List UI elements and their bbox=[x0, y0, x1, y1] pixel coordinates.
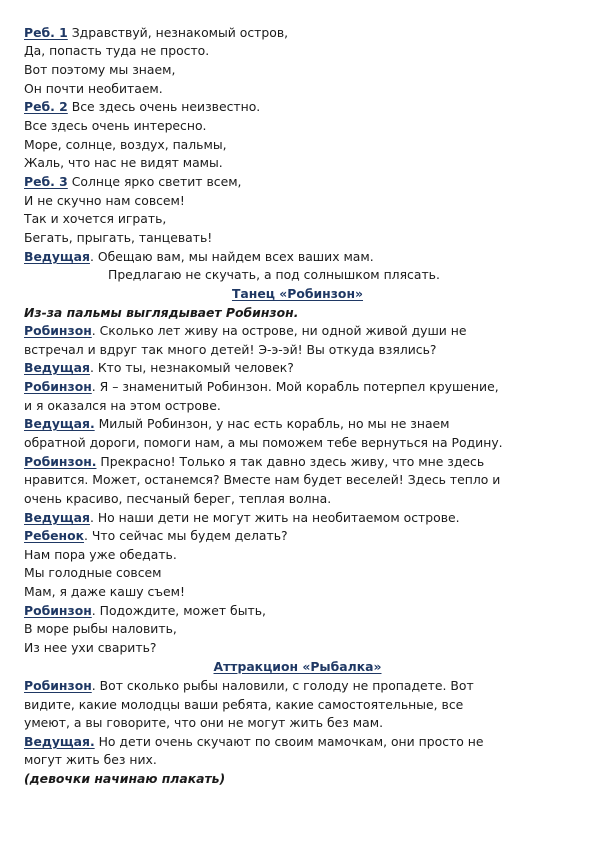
line-text: Так и хочется играть, bbox=[24, 211, 167, 226]
script-line bbox=[24, 546, 575, 564]
line-text: встречал и вдруг так много детей! Э-э-эй! Вы откуда взялись? bbox=[24, 342, 437, 357]
script-line bbox=[24, 602, 575, 620]
line-text: могут жить без них. bbox=[24, 752, 157, 767]
script-line bbox=[24, 677, 575, 695]
line-text: Прекрасно! Только я так давно здесь живу, что мне здесь bbox=[96, 454, 485, 469]
line-text: видите, какие молодцы ваши ребята, какие самостоятельные, все bbox=[24, 697, 464, 712]
stage-direction-text: Из-за пальмы выглядывает Робинзон. bbox=[24, 305, 299, 320]
script-line bbox=[24, 564, 575, 582]
script-line bbox=[24, 639, 575, 657]
line-text: . Я – знаменитый Робинзон. Мой корабль потерпел крушение, bbox=[91, 379, 499, 394]
script-line bbox=[24, 583, 575, 601]
script-line bbox=[24, 751, 575, 769]
stage-direction bbox=[24, 304, 575, 322]
script-line bbox=[24, 378, 575, 396]
line-text: и я оказался на этом острове. bbox=[24, 398, 221, 413]
section-heading bbox=[0, 658, 595, 676]
line-text: . Сколько лет живу на острове, ни одной живой души не bbox=[91, 323, 467, 338]
speaker-label: Робинзон. bbox=[24, 454, 97, 469]
speaker-label: Ведущая bbox=[24, 360, 90, 375]
line-text: . Подождите, может быть, bbox=[91, 603, 266, 618]
script-line bbox=[24, 733, 575, 751]
script-line bbox=[24, 24, 575, 42]
script-line bbox=[24, 620, 575, 638]
line-text: Он почти необитаем. bbox=[24, 81, 163, 96]
speaker-label: Ребенок bbox=[24, 528, 85, 543]
script-line bbox=[24, 173, 575, 191]
speaker-label: Реб. 2 bbox=[24, 99, 68, 114]
script-line bbox=[24, 359, 575, 377]
line-text: В море рыбы наловить, bbox=[24, 621, 177, 636]
line-text: умеют, а вы говорите, что они не могут жить без мам. bbox=[24, 715, 384, 730]
line-text: Все здесь очень неизвестно. bbox=[67, 99, 261, 114]
line-text: Мам, я даже кашу съем! bbox=[24, 584, 185, 599]
line-text: Да, попасть туда не просто. bbox=[24, 43, 210, 58]
script-line bbox=[24, 192, 575, 210]
speaker-label: Робинзон bbox=[24, 323, 92, 338]
line-text: нравится. Может, останемся? Вместе нам будет веселей! Здесь тепло и bbox=[24, 472, 501, 487]
line-text: Вот поэтому мы знаем, bbox=[24, 62, 176, 77]
line-text: Здравствуй, незнакомый остров, bbox=[67, 25, 289, 40]
script-line bbox=[24, 471, 575, 489]
heading-text: Танец «Робинзон» bbox=[231, 286, 364, 301]
speaker-label: Ведущая. bbox=[24, 734, 95, 749]
line-text: Бегать, прыгать, танцевать! bbox=[24, 230, 213, 245]
speaker-label: Робинзон bbox=[24, 603, 92, 618]
line-text: Милый Робинзон, у нас есть корабль, но мы не знаем bbox=[94, 416, 450, 431]
script-line bbox=[24, 696, 575, 714]
line-text: Жаль, что нас не видят мамы. bbox=[24, 155, 223, 170]
script-line bbox=[24, 322, 575, 340]
speaker-label: Ведущая bbox=[24, 249, 90, 264]
script-line bbox=[24, 341, 575, 359]
speaker-label: Робинзон bbox=[24, 678, 92, 693]
line-text: Нам пора уже обедать. bbox=[24, 547, 177, 562]
script-line bbox=[24, 509, 575, 527]
line-text: Предлагаю не скучать, а под солнышком плясать. bbox=[108, 267, 440, 282]
script-line bbox=[24, 154, 575, 172]
script-line bbox=[24, 415, 575, 433]
script-line bbox=[24, 42, 575, 60]
line-text: И не скучно нам совсем! bbox=[24, 193, 185, 208]
line-text: Но дети очень скучают по своим мамочкам, они просто не bbox=[94, 734, 484, 749]
speaker-label: Робинзон bbox=[24, 379, 92, 394]
script-line bbox=[24, 434, 575, 452]
speaker-label: Ведущая bbox=[24, 510, 90, 525]
script-line bbox=[108, 266, 575, 284]
stage-direction bbox=[24, 770, 575, 788]
speaker-label: Реб. 3 bbox=[24, 174, 68, 189]
script-line bbox=[24, 490, 575, 508]
script-line bbox=[24, 80, 575, 98]
line-text: очень красиво, песчаный берег, теплая волна. bbox=[24, 491, 332, 506]
script-line bbox=[24, 210, 575, 228]
line-text: Из нее ухи сварить? bbox=[24, 640, 157, 655]
line-text: . Обещаю вам, мы найдем всех ваших мам. bbox=[89, 249, 374, 264]
line-text: Море, солнце, воздух, пальмы, bbox=[24, 137, 227, 152]
line-text: . Кто ты, незнакомый человек? bbox=[89, 360, 294, 375]
script-line bbox=[24, 714, 575, 732]
line-text: Все здесь очень интересно. bbox=[24, 118, 207, 133]
line-text: обратной дороги, помоги нам, а мы поможем тебе вернуться на Родину. bbox=[24, 435, 503, 450]
line-text: . Вот сколько рыбы наловили, с голоду не пропадете. Вот bbox=[91, 678, 474, 693]
stage-direction-text: (девочки начинаю плакать) bbox=[24, 771, 226, 786]
speaker-label: Реб. 1 bbox=[24, 25, 68, 40]
section-heading bbox=[0, 285, 595, 303]
script-line bbox=[24, 397, 575, 415]
script-line bbox=[24, 453, 575, 471]
script-line bbox=[24, 248, 575, 266]
heading-text: Аттракцион «Рыбалка» bbox=[213, 659, 382, 674]
script-line bbox=[24, 527, 575, 545]
script-line bbox=[24, 117, 575, 135]
line-text: . Что сейчас мы будем делать? bbox=[84, 528, 288, 543]
line-text: Мы голодные совсем bbox=[24, 565, 162, 580]
line-text: . Но наши дети не могут жить на необитаемом острове. bbox=[89, 510, 460, 525]
script-line bbox=[24, 61, 575, 79]
script-line bbox=[24, 98, 575, 116]
script-line bbox=[24, 136, 575, 154]
line-text: Солнце ярко светит всем, bbox=[67, 174, 242, 189]
script-line bbox=[24, 229, 575, 247]
speaker-label: Ведущая. bbox=[24, 416, 95, 431]
